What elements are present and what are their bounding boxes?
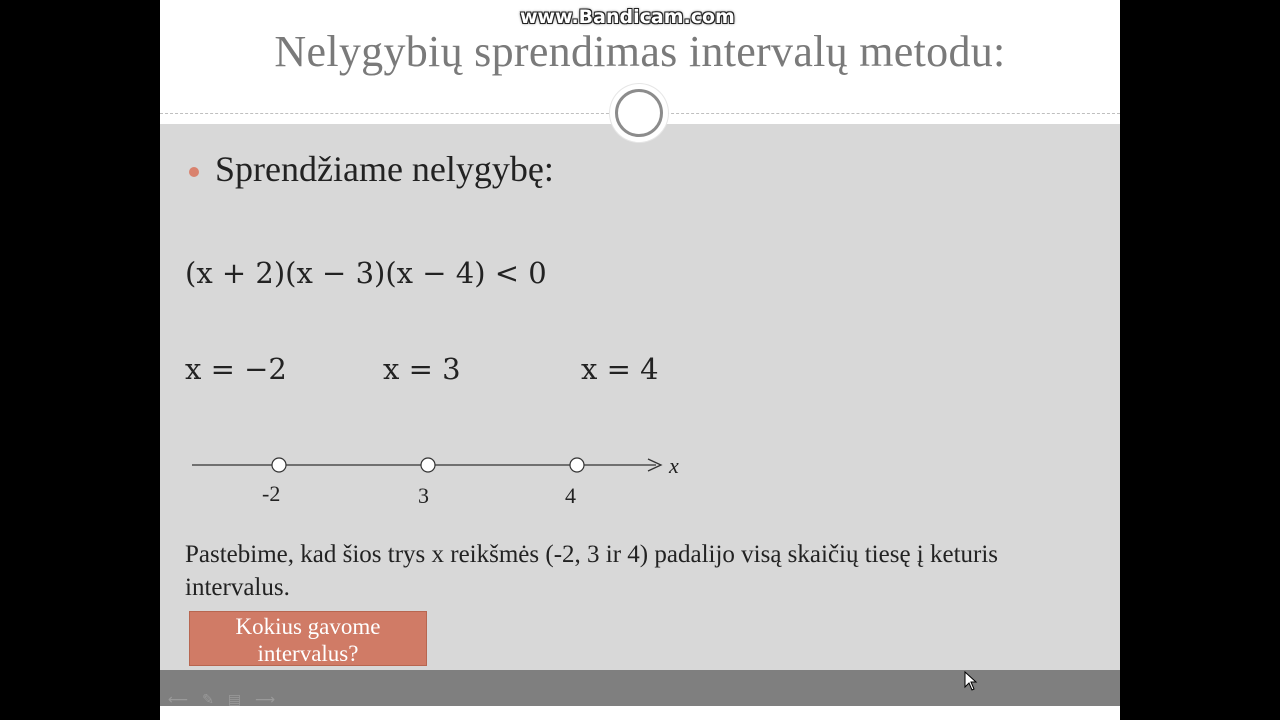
open-point-4 — [570, 458, 584, 472]
bullet-text: Sprendžiame nelygybę: — [215, 149, 554, 189]
open-point-3 — [421, 458, 435, 472]
slide-title: Nelygybių sprendimas intervalų metodu: — [274, 27, 1006, 76]
root-2: x = 3 — [383, 352, 461, 386]
previous-arrow-icon[interactable]: ⟵ — [168, 692, 189, 708]
recording-watermark: www.Bandicam.com — [520, 6, 735, 28]
bullet-icon — [189, 167, 199, 177]
root-3: x = 4 — [581, 352, 659, 386]
point-label-3: 3 — [418, 483, 429, 508]
slideshow-toolbar — [168, 692, 275, 712]
circle-ornament — [610, 84, 668, 142]
explanation-text: Pastebime, kad šios trys x reikšmės (-2, 3 ir 4) padalijo visą skaičių tiesę į keturis intervalus. — [185, 541, 999, 601]
ring-icon — [615, 89, 663, 137]
intervals-question-button[interactable]: Kokius gavome intervalus? — [189, 611, 427, 666]
mouse-cursor-icon — [964, 671, 978, 691]
point-label-neg2: -2 — [262, 481, 281, 506]
inequality-formula: (x + 2)(x − 3)(x − 4) < 0 — [185, 256, 547, 290]
slide-menu-icon[interactable]: ▤ — [227, 692, 242, 708]
axis-label: x — [669, 453, 679, 478]
next-arrow-icon[interactable]: ⟶ — [255, 692, 276, 708]
open-point-neg2 — [272, 458, 286, 472]
pen-icon[interactable]: ✎ — [202, 692, 214, 708]
root-1: x = −2 — [185, 352, 287, 386]
number-line — [186, 448, 706, 512]
point-label-4: 4 — [565, 483, 576, 508]
